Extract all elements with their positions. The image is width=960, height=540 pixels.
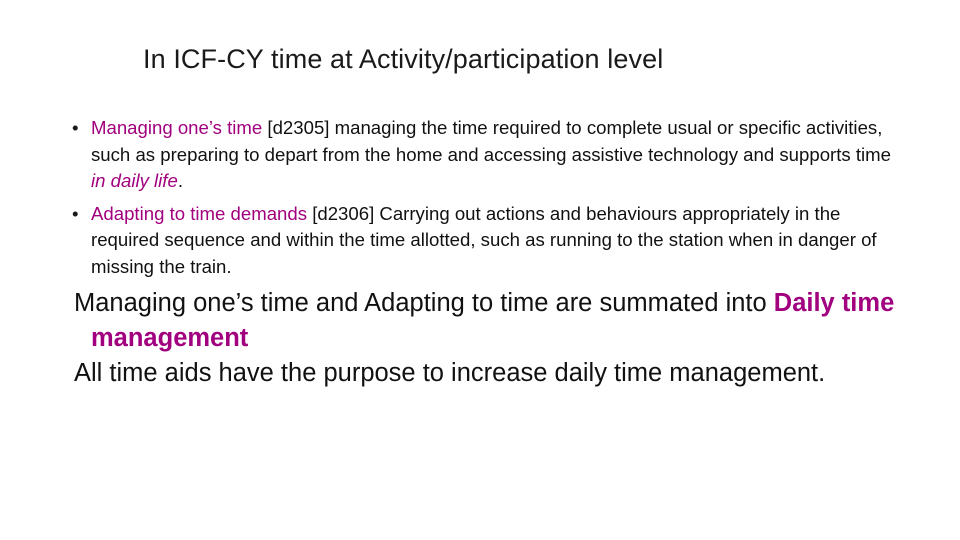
bullet-term: Adapting to time demands — [91, 202, 308, 224]
bullet-item-adapting-time — [72, 201, 892, 281]
summary-text-aids: All time aids have the purpose to increase daily time management. — [74, 359, 826, 387]
bullet-icon: • — [72, 202, 79, 224]
bullet-list — [72, 115, 892, 286]
slide-title: In ICF-CY time at Activity/participation level — [143, 44, 664, 74]
summary-paragraph-aids — [74, 356, 924, 391]
bullet-emphasis: in daily life — [91, 170, 178, 191]
summary-paragraph — [74, 286, 924, 356]
summary-block — [74, 286, 924, 391]
bullet-text: [d2306] Carrying out actions and behaviours appropriately in the required sequence and within the time allotted, such as running to the station when in danger of missing the train. — [91, 202, 877, 277]
bullet-icon: • — [72, 117, 79, 138]
bullet-text-end: . — [177, 170, 183, 191]
bullet-text: [d2305] managing the time required to complete usual or specific activities, such as preparing to depart from the home and accessing assistive technology and supports time — [91, 117, 891, 165]
bullet-term: Managing one’s time — [91, 117, 263, 138]
summary-key-term: Daily time management — [91, 289, 895, 352]
summary-text: Managing one’s time and Adapting to time are summated into — [74, 289, 774, 317]
bullet-item-managing-time — [72, 115, 892, 195]
